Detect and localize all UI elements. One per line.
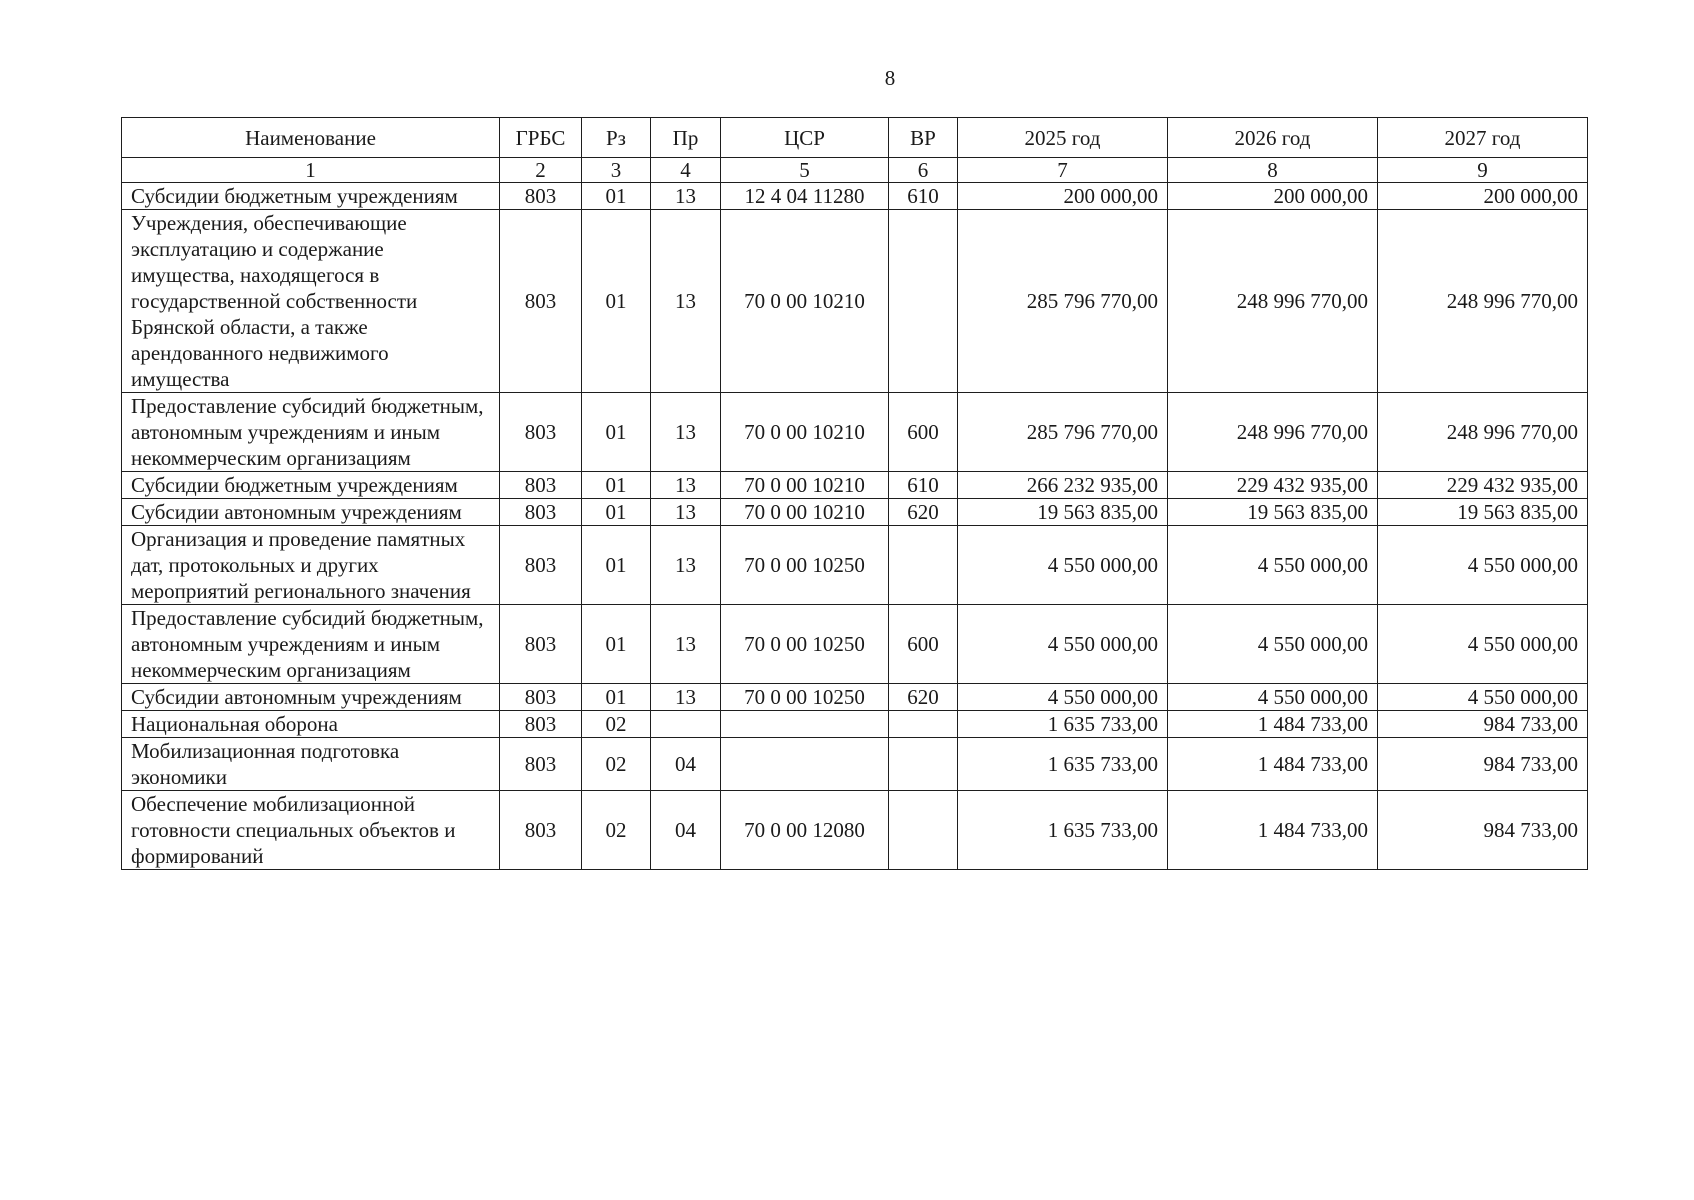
cell-grbs: 803 bbox=[500, 499, 582, 526]
header-rz: Рз bbox=[582, 118, 651, 158]
cell-2025: 285 796 770,00 bbox=[958, 210, 1168, 393]
cell-2026: 229 432 935,00 bbox=[1168, 472, 1378, 499]
cell-grbs: 803 bbox=[500, 711, 582, 738]
header-2025: 2025 год bbox=[958, 118, 1168, 158]
cell-2026: 19 563 835,00 bbox=[1168, 499, 1378, 526]
cell-pr: 13 bbox=[651, 605, 721, 684]
cell-2025: 4 550 000,00 bbox=[958, 684, 1168, 711]
table-row bbox=[122, 472, 1588, 499]
cell-pr: 13 bbox=[651, 526, 721, 605]
cell-vr bbox=[889, 711, 958, 738]
cell-2026: 248 996 770,00 bbox=[1168, 393, 1378, 472]
cell-2025: 4 550 000,00 bbox=[958, 605, 1168, 684]
cell-grbs: 803 bbox=[500, 526, 582, 605]
cell-2027: 984 733,00 bbox=[1378, 711, 1588, 738]
column-number: 9 bbox=[1378, 158, 1588, 183]
cell-rz: 01 bbox=[582, 183, 651, 210]
table-row bbox=[122, 393, 1588, 472]
header-grbs: ГРБС bbox=[500, 118, 582, 158]
cell-csr: 70 0 00 10250 bbox=[721, 605, 889, 684]
cell-name: Учреждения, обеспечивающие эксплуатацию и содержание имущества, находящегося в государственной собственности Брянской области, а также арендованного недвижимого имущества bbox=[122, 210, 500, 393]
cell-rz: 01 bbox=[582, 393, 651, 472]
cell-csr: 70 0 00 10250 bbox=[721, 526, 889, 605]
cell-name: Мобилизационная подготовка экономики bbox=[122, 738, 500, 791]
cell-2027: 4 550 000,00 bbox=[1378, 684, 1588, 711]
cell-rz: 01 bbox=[582, 684, 651, 711]
table-row bbox=[122, 791, 1588, 870]
header-pr: Пр bbox=[651, 118, 721, 158]
column-number: 6 bbox=[889, 158, 958, 183]
cell-2025: 1 635 733,00 bbox=[958, 791, 1168, 870]
cell-vr: 620 bbox=[889, 684, 958, 711]
header-2027: 2027 год bbox=[1378, 118, 1588, 158]
cell-grbs: 803 bbox=[500, 472, 582, 499]
cell-pr: 04 bbox=[651, 738, 721, 791]
cell-rz: 02 bbox=[582, 711, 651, 738]
cell-name: Субсидии бюджетным учреждениям bbox=[122, 472, 500, 499]
cell-csr: 70 0 00 12080 bbox=[721, 791, 889, 870]
cell-2027: 248 996 770,00 bbox=[1378, 393, 1588, 472]
cell-rz: 01 bbox=[582, 605, 651, 684]
cell-2026: 1 484 733,00 bbox=[1168, 791, 1378, 870]
cell-vr: 610 bbox=[889, 183, 958, 210]
table-row bbox=[122, 183, 1588, 210]
cell-2025: 266 232 935,00 bbox=[958, 472, 1168, 499]
cell-2026: 200 000,00 bbox=[1168, 183, 1378, 210]
cell-2026: 4 550 000,00 bbox=[1168, 684, 1378, 711]
table-row bbox=[122, 526, 1588, 605]
cell-grbs: 803 bbox=[500, 183, 582, 210]
table-row bbox=[122, 684, 1588, 711]
cell-rz: 01 bbox=[582, 526, 651, 605]
cell-pr: 13 bbox=[651, 472, 721, 499]
cell-vr: 600 bbox=[889, 393, 958, 472]
cell-vr bbox=[889, 738, 958, 791]
cell-csr: 70 0 00 10250 bbox=[721, 684, 889, 711]
cell-name: Национальная оборона bbox=[122, 711, 500, 738]
cell-csr: 70 0 00 10210 bbox=[721, 499, 889, 526]
page-number: 8 bbox=[884, 66, 896, 90]
cell-2027: 19 563 835,00 bbox=[1378, 499, 1588, 526]
cell-2027: 200 000,00 bbox=[1378, 183, 1588, 210]
table-row bbox=[122, 605, 1588, 684]
column-number: 5 bbox=[721, 158, 889, 183]
table-row bbox=[122, 711, 1588, 738]
cell-name: Организация и проведение памятных дат, протокольных и других мероприятий регионального значения bbox=[122, 526, 500, 605]
cell-grbs: 803 bbox=[500, 393, 582, 472]
table-row bbox=[122, 499, 1588, 526]
cell-vr bbox=[889, 210, 958, 393]
cell-2027: 4 550 000,00 bbox=[1378, 605, 1588, 684]
cell-2025: 200 000,00 bbox=[958, 183, 1168, 210]
cell-pr: 13 bbox=[651, 183, 721, 210]
cell-rz: 02 bbox=[582, 791, 651, 870]
cell-grbs: 803 bbox=[500, 738, 582, 791]
cell-rz: 02 bbox=[582, 738, 651, 791]
cell-name: Субсидии автономным учреждениям bbox=[122, 684, 500, 711]
cell-pr bbox=[651, 711, 721, 738]
table-row bbox=[122, 738, 1588, 791]
cell-csr: 70 0 00 10210 bbox=[721, 472, 889, 499]
cell-pr: 04 bbox=[651, 791, 721, 870]
cell-2027: 229 432 935,00 bbox=[1378, 472, 1588, 499]
cell-2025: 19 563 835,00 bbox=[958, 499, 1168, 526]
cell-2026: 4 550 000,00 bbox=[1168, 526, 1378, 605]
column-number: 7 bbox=[958, 158, 1168, 183]
cell-vr bbox=[889, 791, 958, 870]
cell-name: Предоставление субсидий бюджетным, автономным учреждениям и иным некоммерческим организациям bbox=[122, 605, 500, 684]
column-number: 8 bbox=[1168, 158, 1378, 183]
cell-2025: 1 635 733,00 bbox=[958, 738, 1168, 791]
cell-csr: 12 4 04 11280 bbox=[721, 183, 889, 210]
cell-grbs: 803 bbox=[500, 605, 582, 684]
cell-pr: 13 bbox=[651, 210, 721, 393]
cell-2026: 1 484 733,00 bbox=[1168, 711, 1378, 738]
cell-rz: 01 bbox=[582, 472, 651, 499]
cell-name: Субсидии бюджетным учреждениям bbox=[122, 183, 500, 210]
cell-vr bbox=[889, 526, 958, 605]
column-number: 4 bbox=[651, 158, 721, 183]
cell-csr: 70 0 00 10210 bbox=[721, 393, 889, 472]
cell-pr: 13 bbox=[651, 499, 721, 526]
cell-2026: 248 996 770,00 bbox=[1168, 210, 1378, 393]
cell-vr: 620 bbox=[889, 499, 958, 526]
cell-grbs: 803 bbox=[500, 210, 582, 393]
header-2026: 2026 год bbox=[1168, 118, 1378, 158]
cell-grbs: 803 bbox=[500, 684, 582, 711]
cell-csr bbox=[721, 711, 889, 738]
cell-name: Субсидии автономным учреждениям bbox=[122, 499, 500, 526]
cell-2027: 4 550 000,00 bbox=[1378, 526, 1588, 605]
cell-grbs: 803 bbox=[500, 791, 582, 870]
cell-2026: 4 550 000,00 bbox=[1168, 605, 1378, 684]
cell-vr: 600 bbox=[889, 605, 958, 684]
table-row bbox=[122, 210, 1588, 393]
cell-pr: 13 bbox=[651, 684, 721, 711]
cell-name: Обеспечение мобилизационной готовности специальных объектов и формирований bbox=[122, 791, 500, 870]
column-number: 1 bbox=[122, 158, 500, 183]
cell-2027: 248 996 770,00 bbox=[1378, 210, 1588, 393]
cell-2027: 984 733,00 bbox=[1378, 738, 1588, 791]
cell-rz: 01 bbox=[582, 499, 651, 526]
cell-csr bbox=[721, 738, 889, 791]
column-number-row bbox=[122, 158, 1588, 183]
column-number: 2 bbox=[500, 158, 582, 183]
cell-2026: 1 484 733,00 bbox=[1168, 738, 1378, 791]
budget-table bbox=[121, 117, 1588, 870]
cell-2025: 285 796 770,00 bbox=[958, 393, 1168, 472]
cell-csr: 70 0 00 10210 bbox=[721, 210, 889, 393]
cell-vr: 610 bbox=[889, 472, 958, 499]
header-vr: ВР bbox=[889, 118, 958, 158]
header-csr: ЦСР bbox=[721, 118, 889, 158]
cell-2025: 4 550 000,00 bbox=[958, 526, 1168, 605]
header-row bbox=[122, 118, 1588, 158]
cell-rz: 01 bbox=[582, 210, 651, 393]
cell-2027: 984 733,00 bbox=[1378, 791, 1588, 870]
cell-2025: 1 635 733,00 bbox=[958, 711, 1168, 738]
cell-name: Предоставление субсидий бюджетным, автономным учреждениям и иным некоммерческим организациям bbox=[122, 393, 500, 472]
column-number: 3 bbox=[582, 158, 651, 183]
header-name: Наименование bbox=[122, 118, 500, 158]
cell-pr: 13 bbox=[651, 393, 721, 472]
